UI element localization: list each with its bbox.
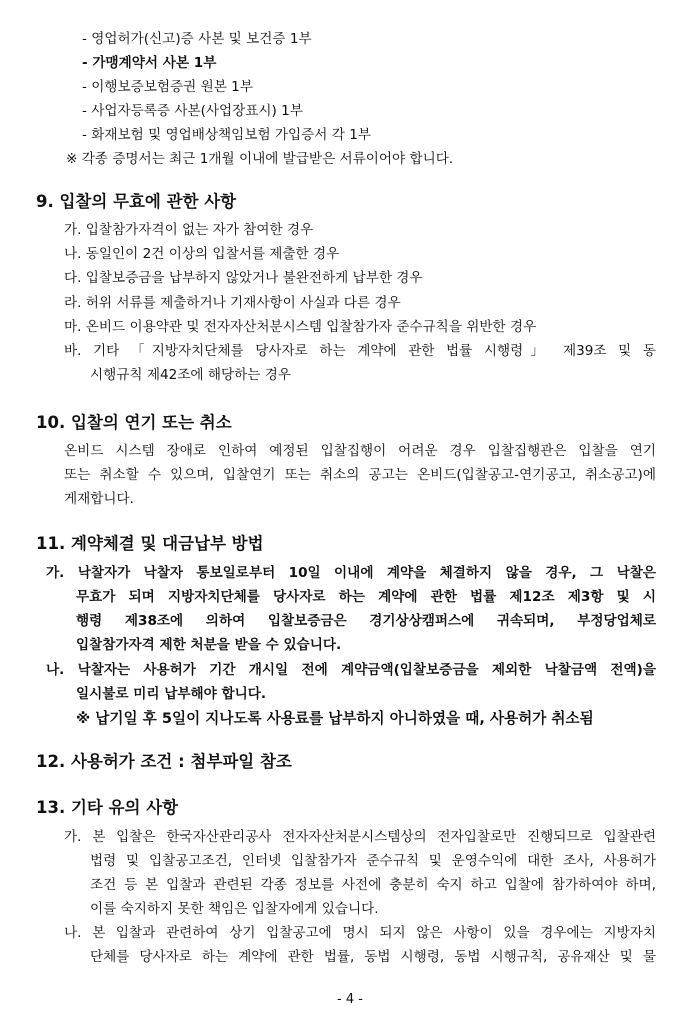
- section-heading: 11. 계약체결 및 대금납부 방법: [36, 534, 264, 553]
- paragraph-line: 이를 숙지하지 못한 책임은 입찰자에게 있습니다.: [90, 901, 379, 917]
- doc-line: - 가맹계약서 사본 1부: [82, 55, 217, 71]
- paragraph-line: 행령 제38조에 의하여 입찰보증금은 경기상상캠퍼스에 귀속되며, 부정당업체로: [76, 613, 656, 629]
- page-number: - 4 -: [337, 992, 363, 1007]
- list-item-continued: 시행규칙 제42조에 해당하는 경우: [90, 367, 291, 383]
- paragraph-line: 가. 낙찰자가 낙찰자 통보일로부터 10일 이내에 계약을 체결하지 않을 경우, 그 낙찰은: [46, 565, 656, 581]
- paragraph-line: 단체를 당사자로 하는 계약에 관한 법률, 동법 시행령, 동법 시행규칙, 공유재산 및 물: [90, 949, 656, 965]
- paragraph-line: 조건 등 본 입찰과 관련된 각종 정보를 사전에 충분히 숙지 하고 입찰에 참가하여야 하며,: [90, 877, 656, 893]
- paragraph-line: 게재합니다.: [64, 491, 134, 507]
- doc-note: ※ 각종 증명서는 최근 1개월 이내에 발급받은 서류이어야 합니다.: [66, 151, 454, 167]
- list-item: 가. 입찰참가자격이 없는 자가 참여한 경우: [64, 222, 314, 238]
- paragraph-line: 나. 본 입찰과 관련하여 상기 입찰공고에 명시 되지 않은 사항이 있을 경우에는 지방자치: [64, 925, 656, 941]
- paragraph-line: 가. 본 입찰은 한국자산관리공사 전자자산처분시스템상의 전자입찰로만 진행되므로 입찰관련: [64, 829, 656, 845]
- list-item: 라. 허위 서류를 제출하거나 기재사항이 사실과 다른 경우: [64, 295, 401, 311]
- doc-line: - 화재보험 및 영업배상책임보험 가입증서 각 1부: [82, 127, 371, 143]
- list-item: 다. 입찰보증금을 납부하지 않았거나 불완전하게 납부한 경우: [64, 270, 423, 286]
- section-heading: 9. 입찰의 무효에 관한 사항: [36, 192, 237, 211]
- paragraph-line: 법령 및 입찰공고조건, 인터넷 입찰참가자 준수규칙 및 운영수익에 대한 조사, 사용허가: [90, 853, 656, 869]
- paragraph-line: 일시불로 미리 납부해야 합니다.: [76, 686, 267, 702]
- doc-line: - 이행보증보험증권 원본 1부: [82, 79, 253, 95]
- paragraph-line: 입찰참가자격 제한 처분을 받을 수 있습니다.: [76, 637, 342, 653]
- section-heading: 10. 입찰의 연기 또는 취소: [36, 413, 232, 432]
- section-heading: 12. 사용허가 조건 : 첨부파일 참조: [36, 752, 292, 771]
- doc-line: - 영업허가(신고)증 사본 및 보건증 1부: [82, 31, 312, 47]
- doc-note: ※ 납기일 후 5일이 지나도록 사용료를 납부하지 아니하였을 때, 사용허가 취소됨: [76, 710, 594, 727]
- paragraph-line: 온비드 시스템 장애로 인하여 예정된 입찰집행이 어려운 경우 입찰집행관은 입찰을 연기: [64, 443, 656, 459]
- list-item: 마. 온비드 이용약관 및 전자자산처분시스템 입찰참가자 준수규칙을 위반한 경우: [64, 319, 537, 335]
- list-item: 바. 기타 「지방자치단체를 당사자로 하는 계약에 관한 법률 시행령」 제39조 및 동: [64, 343, 656, 359]
- section-heading: 13. 기타 유의 사항: [36, 798, 179, 817]
- doc-line: - 사업자등록증 사본(사업장표시) 1부: [82, 103, 303, 119]
- paragraph-line: 무효가 되며 지방자치단체를 당사자로 하는 계약에 관한 법률 제12조 제3항 및 시: [76, 589, 656, 605]
- paragraph-line: 나. 낙찰자는 사용허가 기간 개시일 전에 계약금액(입찰보증금을 제외한 낙찰금액 전액)을: [46, 662, 656, 678]
- paragraph-line: 또는 취소할 수 있으며, 입찰연기 또는 취소의 공고는 온비드(입찰공고-연기공고, 취소공고)에: [64, 467, 656, 483]
- list-item: 나. 동일인이 2건 이상의 입찰서를 제출한 경우: [64, 246, 340, 262]
